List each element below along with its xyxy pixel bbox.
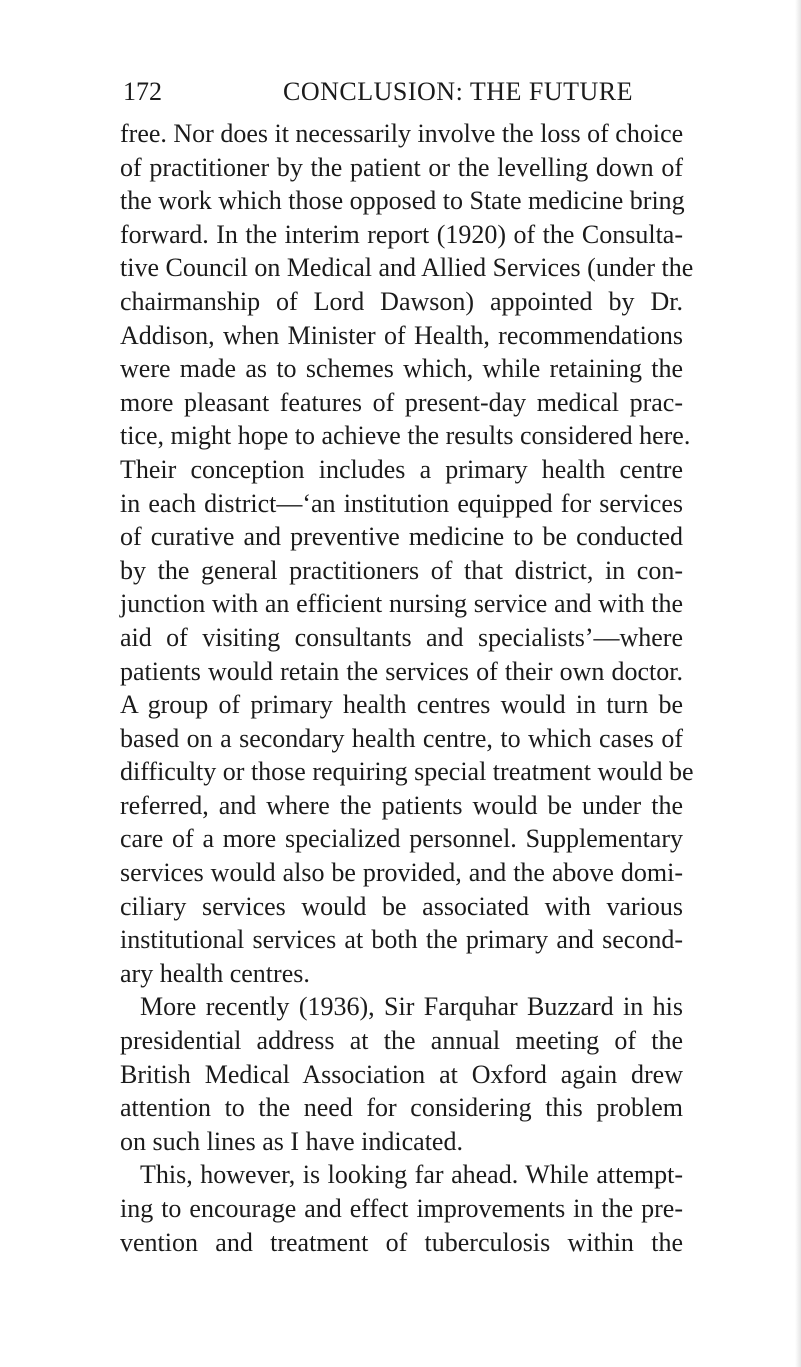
text-line: by the general practitioners of that district, in con-: [120, 555, 683, 585]
text-line: institutional services at both the primary and second-: [120, 925, 683, 955]
text-line: based on a secondary health centre, to which cases of: [120, 723, 683, 753]
text-line: difficulty or those requiring special treatment would be: [120, 757, 694, 787]
text-line: forward. In the interim report (1920) of the Consulta-: [120, 219, 683, 249]
text-line: of curative and preventive medicine to be conducted: [120, 522, 683, 552]
page-number: 172: [123, 77, 162, 106]
text-line: Addison, when Minister of Health, recommendations: [120, 320, 683, 350]
text-line: aid of visiting consultants and specialists’—where: [120, 622, 683, 652]
running-title: CONCLUSION: THE FUTURE: [283, 77, 633, 106]
text-line: tice, might hope to achieve the results considered here.: [120, 421, 691, 451]
text-line: This, however, is looking far ahead. While attempt-: [140, 1160, 683, 1190]
text-line: in each district—‘an institution equipped for services: [120, 488, 683, 518]
text-line: ciliary services would be associated with various: [120, 891, 683, 921]
text-line: referred, and where the patients would be under the: [120, 790, 683, 820]
text-line: of practitioner by the patient or the levelling down of: [120, 152, 683, 182]
text-line: services would also be provided, and the above domi-: [120, 858, 683, 888]
text-line: Their conception includes a primary health centre: [120, 454, 683, 484]
text-line: junction with an efficient nursing service and with the: [120, 589, 683, 619]
text-line: were made as to schemes which, while retaining the: [120, 354, 683, 384]
text-line: care of a more specialized personnel. Supplementary: [120, 824, 683, 854]
text-line: presidential address at the annual meeting of the: [120, 1026, 683, 1056]
text-line: free. Nor does it necessarily involve the loss of choice: [120, 119, 684, 148]
text-line: more pleasant features of present-day medical prac-: [120, 387, 683, 417]
text-line: tive Council on Medical and Allied Services (under the: [120, 253, 694, 283]
text-line: ary health centres.: [120, 958, 310, 988]
page-edge: [795, 0, 801, 1367]
text-line: attention to the need for considering this problem: [120, 1093, 683, 1123]
text-line: on such lines as I have indicated.: [120, 1126, 463, 1156]
text-line: patients would retain the services of their own doctor.: [120, 656, 683, 686]
body-text: [120, 117, 694, 1259]
text-line: chairmanship of Lord Dawson) appointed by Dr.: [120, 286, 683, 316]
text-line: the work which those opposed to State medicine bring: [120, 186, 685, 216]
text-line: More recently (1936), Sir Farquhar Buzzard in his: [140, 992, 683, 1022]
text-line: A group of primary health centres would in turn be: [120, 690, 683, 720]
page-header: [123, 74, 683, 110]
text-line: vention and treatment of tuberculosis within the: [120, 1227, 683, 1257]
text-line: ing to encourage and effect improvements in the pre-: [120, 1194, 683, 1223]
text-line: British Medical Association at Oxford again drew: [120, 1059, 683, 1089]
